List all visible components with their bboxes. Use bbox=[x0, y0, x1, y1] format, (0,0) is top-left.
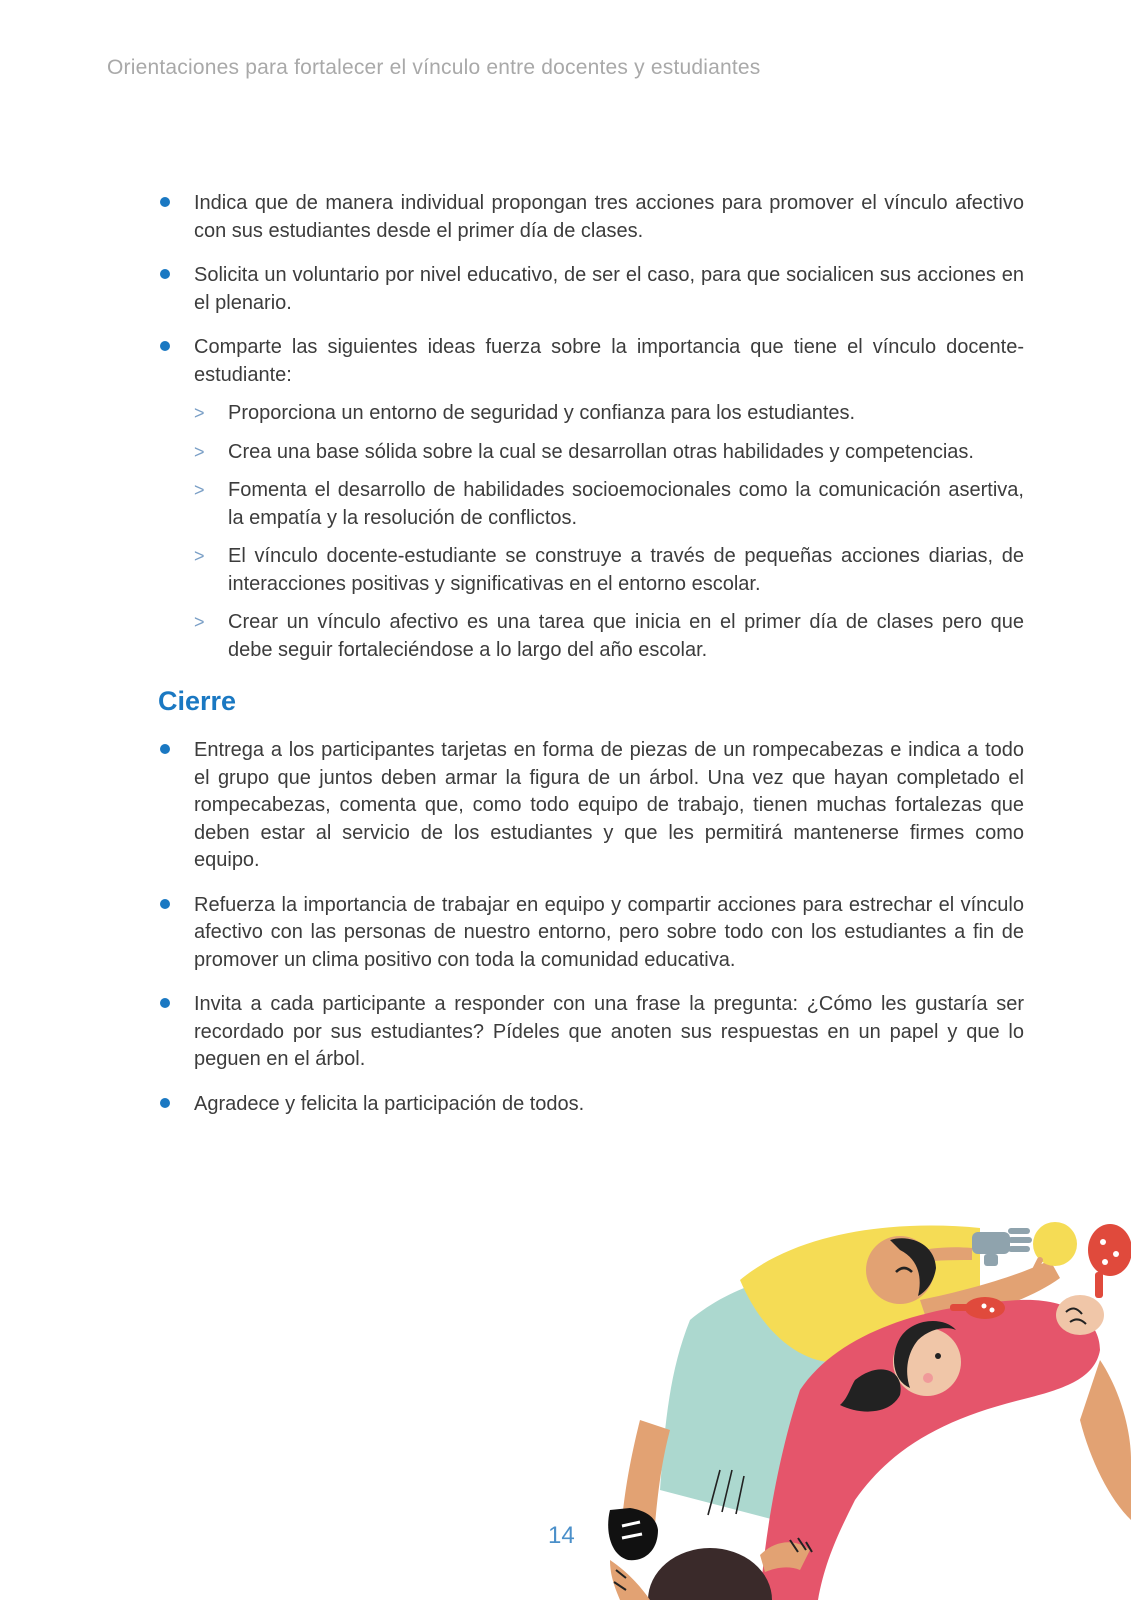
bullet-text: Refuerza la importancia de trabajar en equipo y compartir acciones para estrechar el vínculo afectivo con las personas de nuestro entorno, pero sobre todo con los estudiantes a fin de promover un clima positivo con toda la comunidad educativa. bbox=[194, 893, 1024, 971]
bullet-text: Indica que de manera individual propongan tres acciones para promover el vínculo afectivo con sus estudiantes desde el primer día de clases. bbox=[194, 192, 1024, 242]
bullet-dot-icon bbox=[160, 899, 170, 909]
bullet-text: Comparte las siguientes ideas fuerza sobre la importancia que tiene el vínculo docente-estudiante: bbox=[194, 336, 1024, 386]
sub-item bbox=[194, 609, 1024, 664]
sub-item bbox=[194, 400, 1024, 428]
bullet-text: Solicita un voluntario por nivel educativo, de ser el caso, para que socialicen sus acciones en el plenario. bbox=[194, 264, 1024, 314]
bullet-list-closing bbox=[158, 737, 1024, 1118]
chevron-right-icon: > bbox=[194, 546, 205, 566]
bullet-dot-icon bbox=[160, 1098, 170, 1108]
sub-item-text: Fomenta el desarrollo de habilidades socioemocionales como la comunicación asertiva, la empatía y la resolución de conflictos. bbox=[228, 479, 1024, 529]
bullet-text: Entrega a los participantes tarjetas en forma de piezas de un rompecabezas e indica a todo el grupo que juntos deben armar la figura de un árbol. Una vez que hayan completado el rompecabezas, comenta que, como todo equipo de trabajo, tienen muchas fortalezas que deben estar al servicio de los estudiantes y que les permitirá mantenerse firmes como equipo. bbox=[194, 739, 1024, 871]
bullet-dot-icon bbox=[160, 341, 170, 351]
bullet-dot-icon bbox=[160, 744, 170, 754]
people-circle-illustration bbox=[600, 1220, 1131, 1600]
bullet-item bbox=[158, 262, 1024, 317]
chevron-right-icon: > bbox=[194, 403, 205, 423]
running-header: Orientaciones para fortalecer el vínculo entre docentes y estudiantes bbox=[107, 56, 761, 79]
chevron-right-icon: > bbox=[194, 612, 205, 632]
chevron-right-icon: > bbox=[194, 441, 205, 462]
sub-item bbox=[194, 543, 1024, 598]
bullet-item bbox=[158, 1091, 1024, 1119]
bullet-dot-icon bbox=[160, 197, 170, 207]
bullet-item bbox=[158, 991, 1024, 1074]
sub-item bbox=[194, 439, 1024, 467]
sub-item-text: Crear un vínculo afectivo es una tarea que inicia en el primer día de clases pero que debe seguir fortaleciéndose a lo largo del año escolar. bbox=[228, 611, 1024, 661]
sub-item bbox=[194, 477, 1024, 532]
section-heading: Cierre bbox=[158, 686, 237, 716]
bullet-text: Invita a cada participante a responder con una frase la pregunta: ¿Cómo les gustaría ser recordado por sus estudiantes? Pídeles que anoten sus respuestas en un papel y que lo peguen en el árbol. bbox=[194, 993, 1024, 1070]
sub-item-text: El vínculo docente-estudiante se construye a través de pequeñas acciones diarias, de interacciones positivas y significativas en el entorno escolar. bbox=[228, 545, 1024, 595]
bullet-dot-icon bbox=[160, 998, 170, 1008]
main-content bbox=[158, 190, 1024, 1135]
key-ideas-list bbox=[194, 400, 1024, 664]
bullet-item bbox=[158, 190, 1024, 245]
bullet-text: Agradece y felicita la participación de todos. bbox=[194, 1092, 585, 1115]
page-number: 14 bbox=[548, 1522, 575, 1549]
bullet-dot-icon bbox=[160, 269, 170, 279]
chevron-right-icon: > bbox=[194, 480, 205, 500]
sub-item-text: Crea una base sólida sobre la cual se desarrollan otras habilidades y competencias. bbox=[228, 440, 974, 463]
bullet-list-intro bbox=[158, 190, 1024, 664]
bullet-item bbox=[158, 892, 1024, 975]
bullet-item bbox=[158, 334, 1024, 664]
bullet-item bbox=[158, 737, 1024, 875]
sub-item-text: Proporciona un entorno de seguridad y confianza para los estudiantes. bbox=[228, 402, 856, 424]
